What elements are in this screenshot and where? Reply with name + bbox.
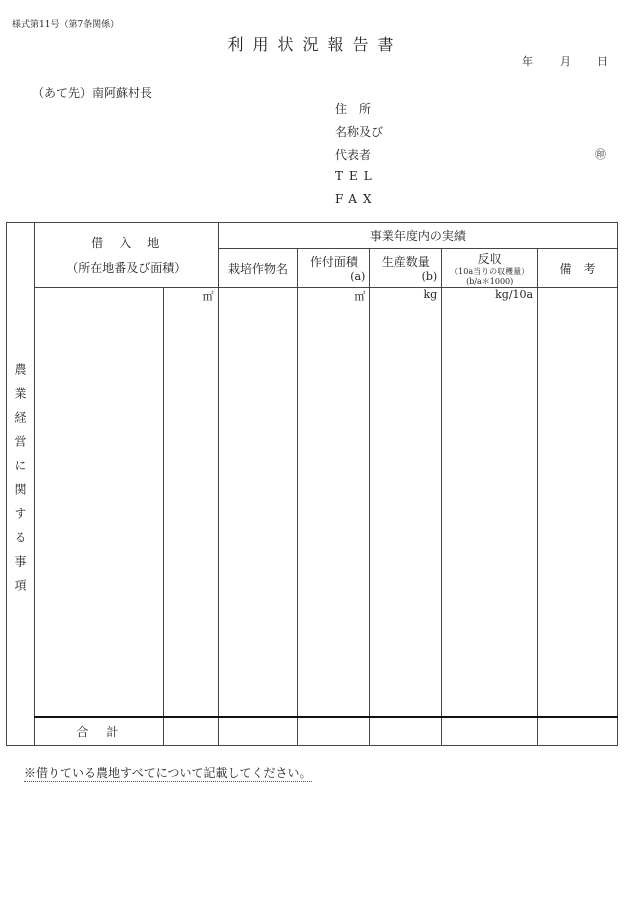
land-header (34, 223, 218, 288)
land-location-cell[interactable] (34, 288, 163, 717)
year-label: 年 (522, 55, 533, 68)
production-header (370, 249, 442, 288)
total-production-cell[interactable] (370, 717, 442, 746)
production-cell[interactable]: kg (370, 288, 442, 717)
area-symbol: (a) (350, 270, 366, 283)
yield-sub1: （10a当りの収穫量） (450, 266, 530, 276)
total-label: 合 計 (34, 717, 163, 746)
usage-table (6, 222, 618, 746)
production-title: 生産数量 (381, 255, 430, 269)
crop-cell[interactable] (218, 288, 298, 717)
yield-header (442, 249, 538, 288)
representative-label: 代表者 (335, 148, 372, 162)
seal-mark: ㊞ (595, 148, 606, 161)
remarks-cell[interactable] (538, 288, 618, 717)
total-yield-cell[interactable] (442, 717, 538, 746)
production-symbol: (b) (421, 270, 438, 283)
name-label: 名称及び (335, 125, 384, 139)
land-header-title: 借 入 地 (91, 236, 162, 250)
document-title: 利用状況報告書 (227, 35, 403, 54)
addressee: （あて先）南阿蘇村長 (32, 86, 153, 100)
planted-area-cell[interactable]: ㎡ (298, 288, 370, 717)
month-label: 月 (560, 55, 571, 68)
area-title: 作付面積 (309, 255, 358, 269)
side-label: 農業経営に関する事項 (12, 362, 27, 603)
total-planted-cell[interactable] (298, 717, 370, 746)
remarks-header: 備 考 (538, 249, 618, 288)
total-crop-cell[interactable] (218, 717, 298, 746)
total-area-cell[interactable] (163, 717, 218, 746)
side-label-cell (7, 223, 35, 746)
land-area-cell[interactable]: ㎡ (163, 288, 218, 717)
day-label: 日 (597, 55, 608, 68)
fax-label: FAX (335, 192, 378, 206)
land-header-sub: （所在地番及び面積） (66, 261, 187, 275)
footnote: ※借りている農地すべてについて記載してください。 (24, 766, 312, 780)
yield-sub2: (b/a＊1000) (466, 276, 514, 286)
address-label: 住 所 (335, 102, 372, 116)
total-remarks-cell[interactable] (538, 717, 618, 746)
yield-title: 反収 (477, 251, 502, 266)
tel-label: TEL (335, 169, 378, 183)
crop-header: 栽培作物名 (218, 249, 298, 288)
results-header: 事業年度内の実績 (218, 223, 617, 249)
area-header (298, 249, 370, 288)
form-number: 様式第11号（第7条関係） (12, 20, 120, 30)
yield-cell[interactable]: kg/10a (442, 288, 538, 717)
